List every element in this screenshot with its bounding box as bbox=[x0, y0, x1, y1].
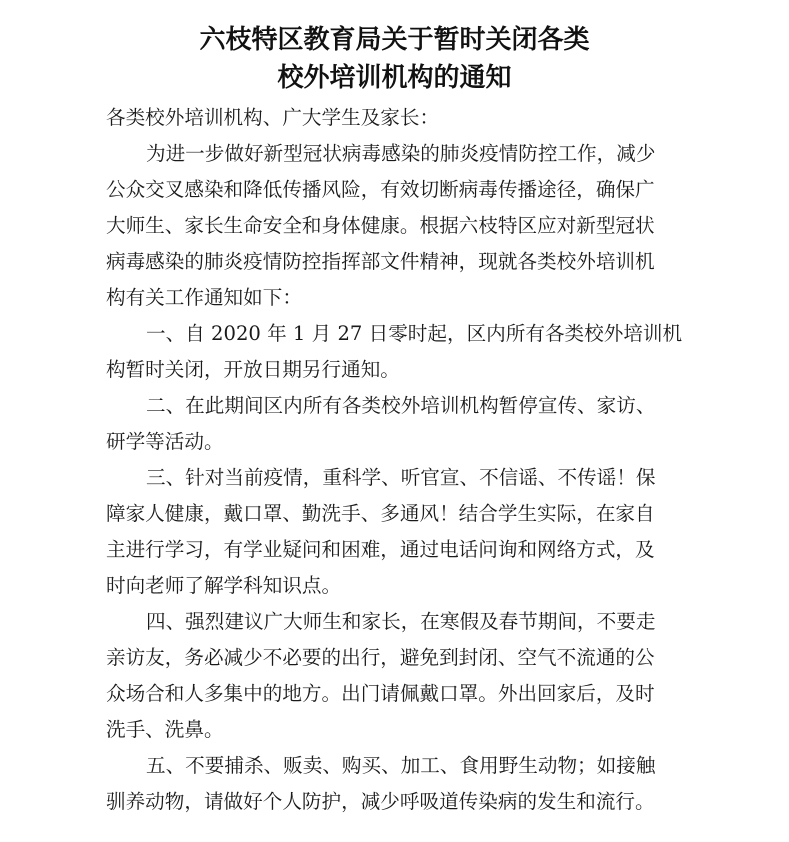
paragraph-line: 公众交叉感染和降低传播风险，有效切断病毒传播途径，确保广 bbox=[106, 178, 655, 201]
paragraph-line: 病毒感染的肺炎疫情防控指挥部文件精神，现就各类校外培训机 bbox=[106, 250, 655, 273]
paragraph-line: 时向老师了解学科知识点。 bbox=[106, 574, 342, 597]
paragraph-line: 大师生、家长生命安全和身体健康。根据六枝特区应对新型冠状 bbox=[106, 214, 655, 237]
paragraph-line: 驯养动物，请做好个人防护，减少呼吸道传染病的发生和流行。 bbox=[106, 790, 655, 813]
document-title-line-2: 校外培训机构的通知 bbox=[277, 63, 512, 93]
paragraph-line: 四、强烈建议广大师生和家长，在寒假及春节期间，不要走 bbox=[146, 610, 656, 633]
paragraph-line: 构暂时关闭，开放日期另行通知。 bbox=[106, 358, 400, 381]
paragraph-line: 为进一步做好新型冠状病毒感染的肺炎疫情防控工作，减少 bbox=[146, 142, 656, 165]
paragraph-line: 主进行学习，有学业疑问和困难，通过电话问询和网络方式，及 bbox=[106, 538, 655, 561]
paragraph-line: 研学等活动。 bbox=[106, 430, 224, 453]
salutation: 各类校外培训机构、广大学生及家长： bbox=[106, 106, 440, 129]
item-3-paragraph bbox=[106, 460, 696, 604]
intro-paragraph bbox=[106, 136, 696, 316]
paragraph-line: 洗手、洗鼻。 bbox=[106, 718, 224, 741]
paragraph-line: 五、不要捕杀、贩卖、购买、加工、食用野生动物；如接触 bbox=[146, 754, 656, 777]
item-2-paragraph bbox=[106, 388, 696, 460]
paragraph-line: 三、针对当前疫情，重科学、听官宣、不信谣、不传谣！保 bbox=[146, 466, 656, 489]
item-5-paragraph bbox=[106, 748, 696, 820]
paragraph-line: 构有关工作通知如下： bbox=[106, 286, 302, 309]
paragraph-line: 众场合和人多集中的地方。出门请佩戴口罩。外出回家后，及时 bbox=[106, 682, 655, 705]
paragraph-line: 二、在此期间区内所有各类校外培训机构暂停宣传、家访、 bbox=[146, 394, 656, 417]
paragraph-line: 障家人健康，戴口罩、勤洗手、多通风！结合学生实际，在家自 bbox=[106, 502, 655, 525]
item-1-paragraph bbox=[106, 316, 696, 388]
paragraph-line: 一、自 2020 年 1 月 27 日零时起，区内所有各类校外培训机 bbox=[146, 322, 683, 345]
document-body bbox=[106, 100, 696, 820]
document-title-line-1: 六枝特区教育局关于暂时关闭各类 bbox=[199, 25, 590, 55]
paragraph-line: 亲访友，务必减少不必要的出行，避免到封闭、空气不流通的公 bbox=[106, 646, 655, 669]
item-4-paragraph bbox=[106, 604, 696, 748]
